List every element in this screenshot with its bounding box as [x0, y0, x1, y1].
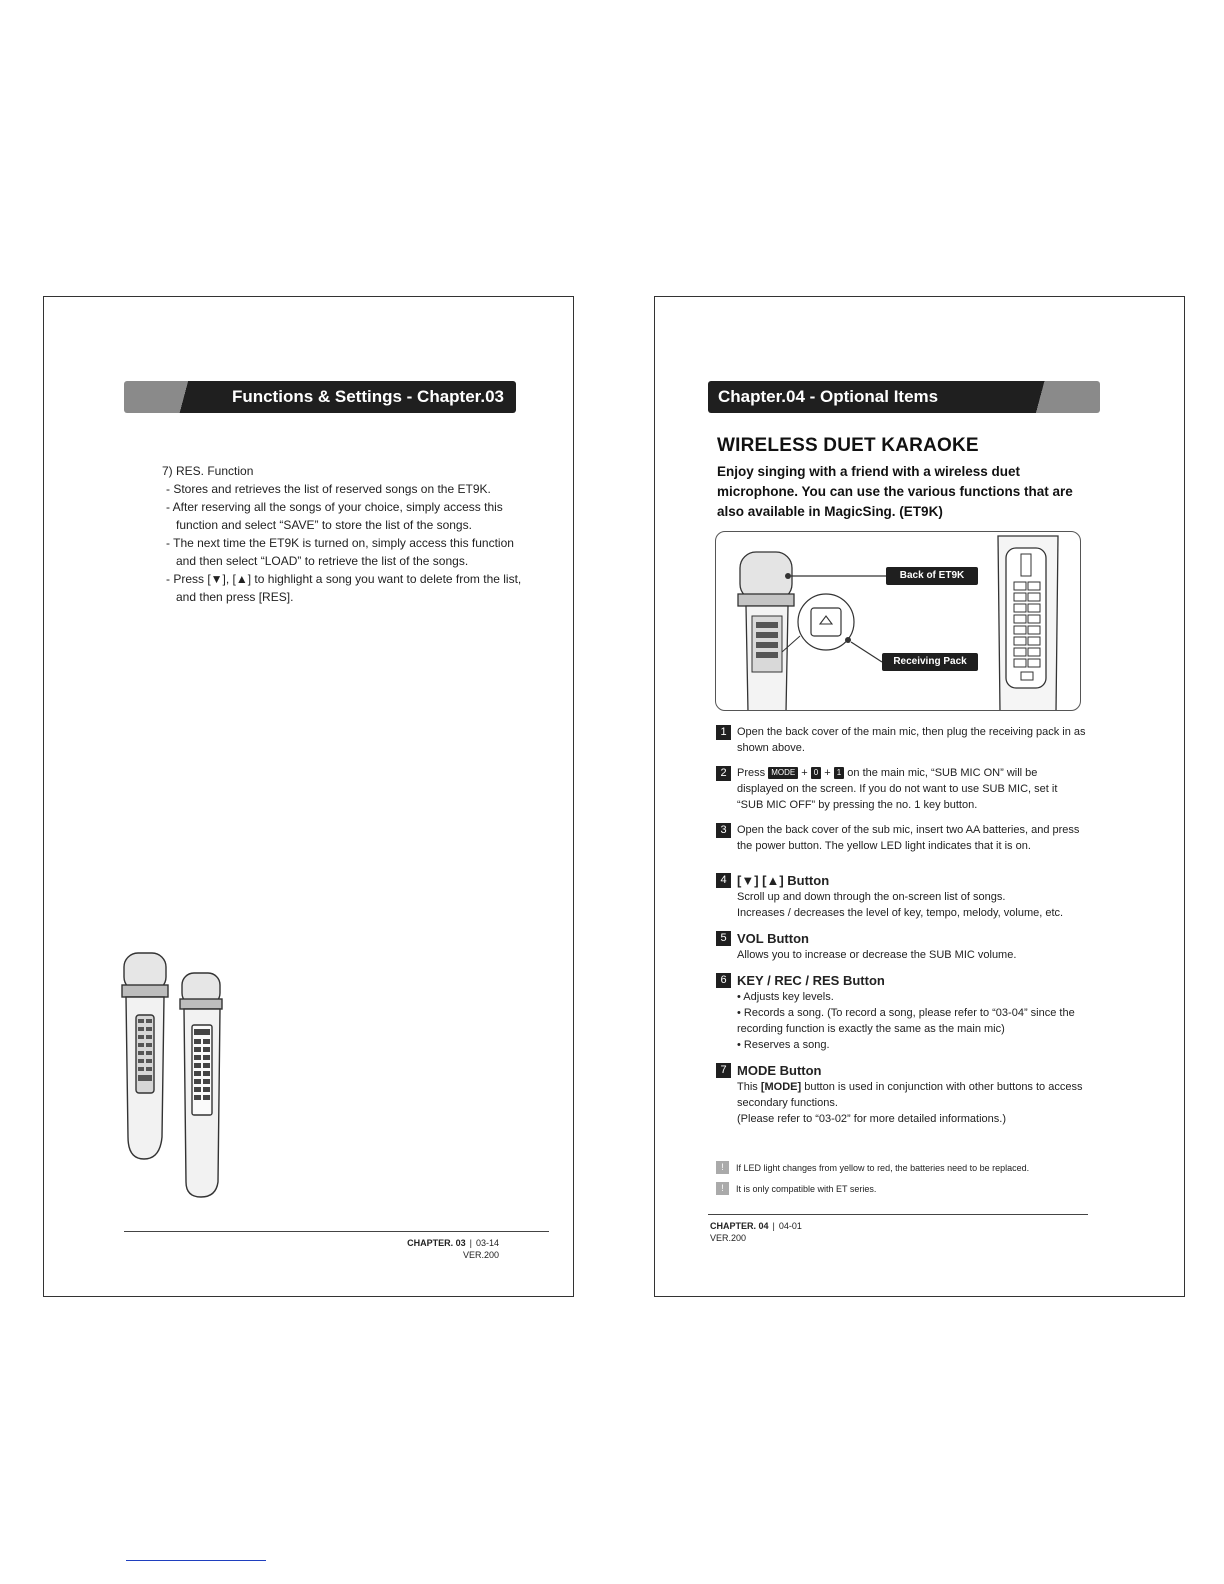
bottom-link-underline	[126, 1560, 266, 1561]
left-footer-chapter: CHAPTER. 03	[407, 1238, 466, 1248]
callout-receiving-pack: Receiving Pack	[882, 653, 978, 671]
step-7-title: MODE Button	[737, 1063, 822, 1078]
right-footer-version: VER.200	[710, 1233, 747, 1243]
step-5-title: VOL Button	[737, 931, 809, 946]
step-7-pre: This	[737, 1081, 758, 1093]
step-6-title: KEY / REC / RES Button	[737, 973, 885, 988]
step-7-extra: (Please refer to “03-02” for more detailed informations.)	[737, 1113, 1007, 1125]
right-footer-divider	[708, 1214, 1088, 1215]
res-item-2: - After reserving all the songs of your choice, simply access this function and select “SAVE” to store the list of the songs.	[166, 500, 503, 532]
step-6	[716, 972, 1086, 1053]
step-6-line-2: • Records a song. (To record a song, please refer to “03-04” since the recording function is exactly the same as the main mic)	[737, 1007, 1075, 1035]
step-4-number: 4	[716, 873, 731, 888]
left-footer: CHAPTER. 03 | 03-14 VER.200	[407, 1238, 499, 1260]
left-footer-page: 03-14	[475, 1238, 499, 1248]
page-title: WIRELESS DUET KARAOKE	[717, 435, 979, 456]
zero-key-icon: 0	[811, 767, 821, 779]
step-6-line-3: • Reserves a song.	[737, 1039, 830, 1051]
receiving-pack-figure	[715, 531, 1081, 711]
left-footer-divider	[124, 1231, 549, 1232]
right-page	[654, 296, 1185, 1297]
step-4	[716, 872, 1086, 921]
note-1	[716, 1161, 1086, 1174]
res-item-1: - Stores and retrieves the list of reserved songs on the ET9K.	[166, 482, 491, 496]
res-function-section	[156, 462, 536, 606]
step-7-bold: [MODE]	[760, 1081, 802, 1093]
step-7-body	[737, 1079, 1086, 1111]
step-5-number: 5	[716, 931, 731, 946]
chapter-03-header: Functions & Settings - Chapter.03	[124, 381, 516, 413]
step-1-text: Open the back cover of the main mic, then plug the receiving pack in as shown above.	[737, 726, 1086, 754]
left-footer-version: VER.200	[462, 1250, 499, 1260]
step-3	[716, 822, 1086, 854]
main-mic-icon	[122, 953, 168, 1159]
step-1	[716, 724, 1086, 756]
step-2	[716, 765, 1086, 813]
step-1-number: 1	[716, 725, 731, 740]
step-2-plus-2: +	[824, 767, 831, 779]
intro-text: Enjoy singing with a friend with a wireless duet microphone. You can use the various functions that are also available in MagicSing. (ET9K)	[717, 464, 1073, 519]
step-5-line-1: Allows you to increase or decrease the SUB MIC volume.	[737, 949, 1017, 961]
warning-icon: !	[716, 1182, 729, 1195]
step-6-line-1: • Adjusts key levels.	[737, 991, 834, 1003]
sub-mic-icon	[180, 973, 222, 1197]
step-2-pre: Press	[737, 767, 766, 779]
step-7-text: button is used in conjunction with other buttons to access secondary functions.	[737, 1081, 1083, 1109]
step-2-text: on the main mic, “SUB MIC ON” will be displayed on the screen. If you do not want to use SUB MIC, set it “SUB MIC OFF” by pressing the no. 1 key button.	[737, 767, 1058, 811]
step-4-title: [▼] [▲] Button	[737, 873, 830, 888]
step-4-line-2: Increases / decreases the level of key, tempo, melody, volume, etc.	[737, 907, 1064, 919]
step-3-text: Open the back cover of the sub mic, insert two AA batteries, and press the power button. The yellow LED light indicates that it is on.	[737, 824, 1080, 852]
step-5	[716, 930, 1086, 963]
right-footer: CHAPTER. 04 | 04-01 VER.200	[710, 1221, 802, 1243]
step-2-number: 2	[716, 766, 731, 781]
one-key-icon: 1	[834, 767, 844, 779]
res-item-3: - The next time the ET9K is turned on, simply access this function and then select “LOAD” to retrieve the list of the songs.	[166, 536, 514, 568]
mode-key-icon: MODE	[768, 767, 798, 779]
step-2-plus-1: +	[801, 767, 808, 779]
right-footer-chapter: CHAPTER. 04	[710, 1221, 769, 1231]
step-4-line-1: Scroll up and down through the on-screen list of songs.	[737, 891, 1006, 903]
step-7-number: 7	[716, 1063, 731, 1078]
callout-back-of-et9k: Back of ET9K	[886, 567, 978, 585]
notes-list	[716, 1161, 1086, 1203]
left-page	[43, 296, 574, 1297]
step-3-number: 3	[716, 823, 731, 838]
warning-icon: !	[716, 1161, 729, 1174]
receiving-pack-illustration	[716, 532, 1081, 711]
microphones-illustration	[114, 937, 234, 1207]
step-7	[716, 1062, 1086, 1127]
step-6-number: 6	[716, 973, 731, 988]
note-1-text: If LED light changes from yellow to red, the batteries need to be replaced.	[736, 1162, 1030, 1173]
chapter-04-header: Chapter.04 - Optional Items	[708, 381, 1100, 413]
right-footer-page: 04-01	[778, 1221, 802, 1231]
note-2-text: It is only compatible with ET series.	[736, 1183, 877, 1194]
note-2	[716, 1182, 1086, 1195]
res-item-4: - Press [▼], [▲] to highlight a song you want to delete from the list, and then press [RES].	[166, 572, 522, 604]
res-function-title: 7) RES. Function	[162, 464, 254, 478]
steps-list	[716, 724, 1086, 1136]
